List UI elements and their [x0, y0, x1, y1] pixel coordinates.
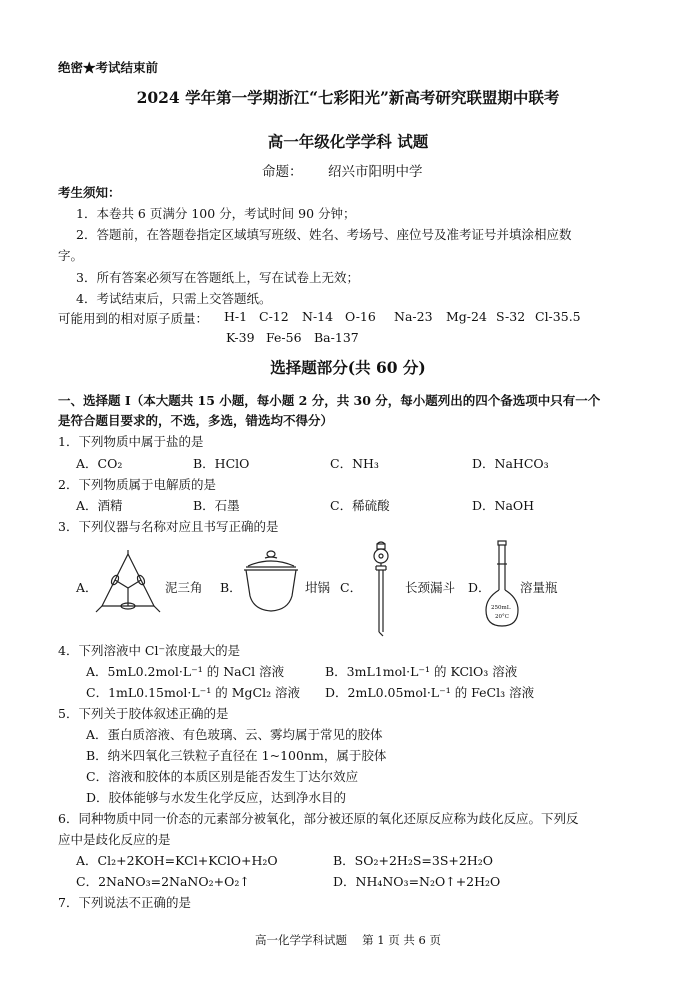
- setter-label: 命题：: [262, 164, 303, 180]
- option-c: C．2NaNO₃=2NaNO₂+O₂↑: [76, 874, 250, 889]
- option-d: D．NH₄NO₃=N₂O↑+2H₂O: [333, 874, 501, 889]
- instrument-name: 坩锅: [305, 580, 331, 595]
- atomic-mass: Ba-137: [314, 330, 359, 345]
- option-d: D．2mL0.05mol·L⁻¹ 的 FeCl₃ 溶液: [325, 685, 535, 700]
- question-stem: 3．下列仪器与名称对应且书写正确的是: [58, 519, 279, 534]
- option-b: B．: [220, 580, 242, 595]
- question-stem: 7．下列说法不正确的是: [58, 895, 191, 910]
- atomic-mass: C-12: [259, 309, 289, 324]
- option-b: B．石墨: [193, 498, 240, 513]
- atomic-mass: K-39: [226, 330, 255, 345]
- secret-label: 绝密★考试结束前: [58, 60, 159, 75]
- atomic-mass: S-32: [496, 309, 526, 324]
- main-title: 2024 学年第一学期浙江“七彩阳光”新高考研究联盟期中联考: [136, 88, 560, 107]
- section-title: 选择题部分(共 60 分): [270, 358, 426, 377]
- option-a: A．蛋白质溶液、有色玻璃、云、雾均属于常见的胶体: [86, 727, 383, 742]
- option-c: C．溶液和胶体的本质区别是能否发生丁达尔效应: [86, 769, 359, 784]
- atomic-mass: Fe-56: [266, 330, 302, 345]
- instrument-name: 溶量瓶: [520, 580, 558, 595]
- notice-item: 字。: [58, 248, 84, 263]
- flask-volume: 250mL: [491, 605, 511, 611]
- question-stem: 5．下列关于胶体叙述正确的是: [58, 706, 229, 721]
- option-a: A．: [76, 580, 98, 595]
- option-b: B．3mL1mol·L⁻¹ 的 KClO₃ 溶液: [325, 664, 518, 679]
- option-a: A．Cl₂+2KOH=KCl+KClO+H₂O: [76, 853, 278, 868]
- notice-title: 考生须知：: [58, 185, 121, 200]
- question-stem: 2．下列物质属于电解质的是: [58, 477, 216, 492]
- option-c: C．NH₃: [330, 456, 379, 471]
- atomic-mass: H-1: [224, 309, 248, 324]
- notice-item: 4．考试结束后，只需上交答题纸。: [76, 291, 272, 306]
- instrument-name: 泥三角: [165, 580, 203, 595]
- option-b: B．纳米四氧化三铁粒子直径在 1~100nm，属于胶体: [86, 748, 387, 763]
- atomic-mass-label: 可能用到的相对原子质量：: [58, 311, 209, 326]
- question-stem: 应中是歧化反应的是: [58, 832, 171, 847]
- question-stem: 1．下列物质中属于盐的是: [58, 434, 204, 449]
- option-b: B．HClO: [193, 456, 250, 471]
- atomic-mass: Na-23: [394, 309, 433, 324]
- option-d: D．NaOH: [472, 498, 535, 513]
- section-instruction: 一、选择题 I（本大题共 15 小题，每小题 2 分，共 30 分，每小题列出的四个备选项中只有一个: [58, 393, 601, 408]
- long-neck-funnel-icon: [368, 540, 394, 640]
- option-d: D．胶体能够与水发生化学反应，达到净水目的: [86, 790, 347, 805]
- option-b: B．SO₂+2H₂S=3S+2H₂O: [333, 853, 493, 868]
- crucible-icon: [240, 550, 302, 614]
- page-footer: 高一化学学科试题 第 1 页 共 6 页: [254, 933, 442, 947]
- question-stem: 6．同种物质中同一价态的元素部分被氧化，部分被还原的氧化还原反应称为歧化反应。下列反: [58, 811, 579, 826]
- notice-item: 1．本卷共 6 页满分 100 分，考试时间 90 分钟；: [76, 206, 356, 221]
- notice-item: 2．答题前，在答题卷指定区域填写班级、姓名、考场号、座位号及准考证号并填涂相应数: [76, 227, 572, 242]
- option-a: A．酒精: [76, 498, 123, 513]
- flask-temp: 20°C: [495, 614, 509, 620]
- instrument-name: 长颈漏斗: [405, 580, 456, 595]
- question-stem: 4．下列溶液中 Cl⁻浓度最大的是: [58, 643, 241, 658]
- section-instruction: 是符合题目要求的，不选，多选，错选均不得分）: [58, 413, 334, 428]
- option-d: D．NaHCO₃: [472, 456, 549, 471]
- atomic-mass: O-16: [345, 309, 376, 324]
- option-c: C．稀硫酸: [330, 498, 390, 513]
- atomic-mass: N-14: [302, 309, 334, 324]
- atomic-mass: Cl-35.5: [535, 309, 581, 324]
- option-a: A．CO₂: [76, 456, 123, 471]
- option-d: D．: [468, 580, 491, 595]
- option-c: C．1mL0.15mol·L⁻¹ 的 MgCl₂ 溶液: [86, 685, 301, 700]
- clay-triangle-icon: [96, 550, 160, 614]
- atomic-mass: Mg-24: [446, 309, 487, 324]
- option-a: A．5mL0.2mol·L⁻¹ 的 NaCl 溶液: [86, 664, 285, 679]
- notice-item: 3．所有答案必须写在答题纸上，写在试卷上无效；: [76, 270, 359, 285]
- option-c: C．: [340, 580, 363, 595]
- subtitle: 高一年级化学学科 试题: [267, 132, 429, 151]
- setter-school: 绍兴市阳明中学: [328, 164, 423, 180]
